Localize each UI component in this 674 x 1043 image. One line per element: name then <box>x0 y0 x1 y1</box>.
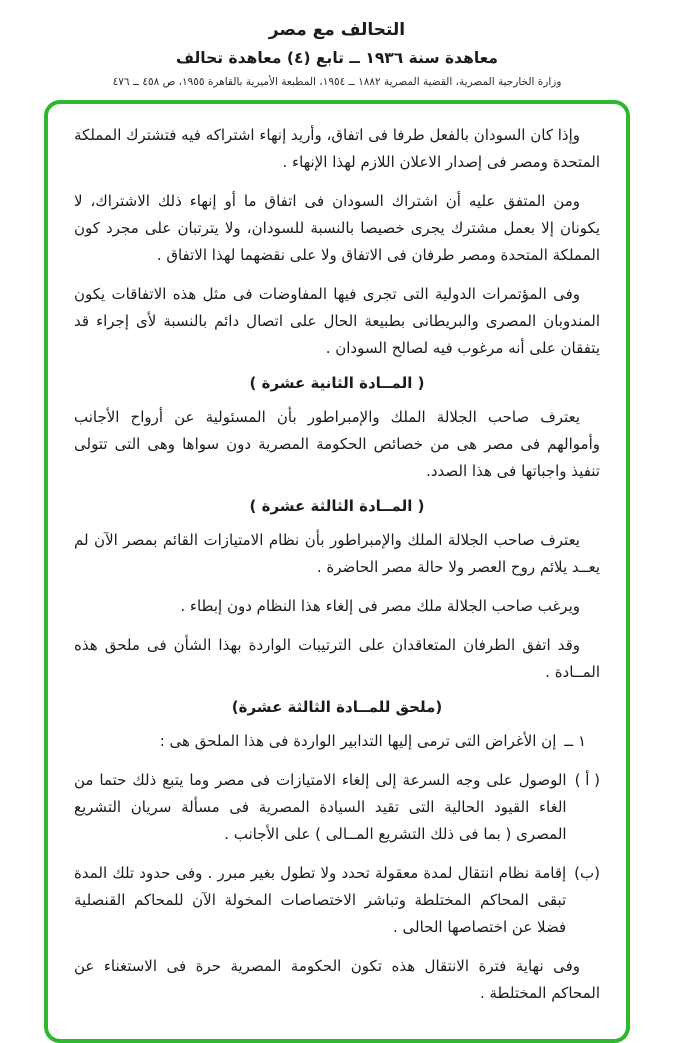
annex-item-b-marker: (ب) <box>574 864 600 882</box>
document-subtitle: معاهدة سنة ١٩٣٦ ــ تابع (٤) معاهدة تحالف <box>176 49 498 67</box>
document-header <box>0 20 674 88</box>
paragraph-sudan-joint-action: ومن المتفق عليه أن اشتراك السودان فى اتفاق ما أو إنهاء ذلك الاشتراك، لا يكونان إلا بعمل مشترك يجرى خصيصا بالنسبة للسودان، ولا يترتبان على مجرد كون المملكة المتحدة ومصر طرفان فى الاتفاق ولا على نقضهما لهذا الاتفاق . <box>74 192 600 264</box>
annex-item-a-marker: ( أ ) <box>574 771 600 789</box>
annex-item-1-marker: ١ ــ <box>564 732 586 750</box>
paragraph-international-conferences: وفى المؤتمرات الدولية التى تجرى فيها المفاوضات فى مثل هذه الاتفاقات يكون المندوبان المصرى والبريطانى بطبيعة الحال على اتصال دائم بالنسبة لأى إجراء قد يتفقان على أنه مرغوب فيه لصالح السودان . <box>74 285 600 357</box>
annex-article-13-heading: (ملحق للمــادة الثالثة عشرة) <box>231 698 443 716</box>
paragraph-transition-end: وفى نهاية فترة الانتقال هذه تكون الحكومة المصرية حرة فى الاستغناء عن المحاكم المختلطة . <box>74 957 600 1002</box>
paragraph-sudan-termination: وإذا كان السودان بالفعل طرفا فى اتفاق، وأريد إنهاء اشتراكه فيه فتشترك المملكة المتحدة ومصر فى إصدار الاعلان اللازم لهذا الإنهاء . <box>74 126 600 171</box>
annex-item-b-text: إقامة نظام انتقال لمدة معقولة تحدد ولا تطول بغير مبرر . وفى حدود تلك المدة تبقى المحاكم المختلطة وتباشر الاختصاصات المخولة الآن للمحاكم القنصلية فضلا عن اختصاصها الحالى . <box>74 864 567 936</box>
annex-item-a-text: الوصول على وجه السرعة إلى إلغاء الامتيازات فى مصر وما يتبع ذلك حتما من الغاء القيود الحالية التى تقيد السيادة المصرية فى مسألة سريان التشريع المصرى ( بما فى ذلك التشريع المــالى ) على الأجانب . <box>74 771 567 843</box>
paragraph-capitulations-outdated: يعترف صاحب الجلالة الملك والإمبراطور بأن نظام الامتيازات القائم بمصر الآن لم يعــد يلائم روح العصر ولا حالة مصر الحاضرة . <box>74 531 600 576</box>
article-13-heading: ( المــادة الثالثة عشرة ) <box>249 497 425 515</box>
article-12-heading: ( المــادة الثانية عشرة ) <box>249 374 425 392</box>
paragraph-parties-agreed-annex: وقد اتفق الطرفان المتعاقدان على الترتيبات الواردة بهذا الشأن فى ملحق هذه المــادة . <box>74 636 600 681</box>
annex-item-1 <box>74 728 600 755</box>
annex-item-a <box>74 767 600 848</box>
paragraph-article-12-body: يعترف صاحب الجلالة الملك والإمبراطور بأن المسئولية عن أرواح الأجانب وأموالهم فى مصر هى من خصائص الحكومة المصرية دون سواها وهى التى تتولى تنفيذ واجباتها فى هذا الصدد. <box>74 408 600 480</box>
document-title: التحالف مع مصر <box>268 20 406 40</box>
paragraph-king-desire-abolition: ويرغب صاحب الجلالة ملك مصر فى إلغاء هذا النظام دون إبطاء . <box>180 597 580 615</box>
annex-item-b <box>74 860 600 941</box>
document-frame <box>44 100 630 1043</box>
source-citation: وزارة الخارجية المصرية، القضية المصرية ١٨٨٢ ــ ١٩٥٤، المطبعة الأميرية بالقاهرة ١٩٥٥، ص ٤٥٨ ــ ٤٧٦ <box>112 76 562 88</box>
annex-item-1-text: إن الأغراض التى ترمى إليها التدابير الواردة فى هذا الملحق هى : <box>159 732 557 750</box>
